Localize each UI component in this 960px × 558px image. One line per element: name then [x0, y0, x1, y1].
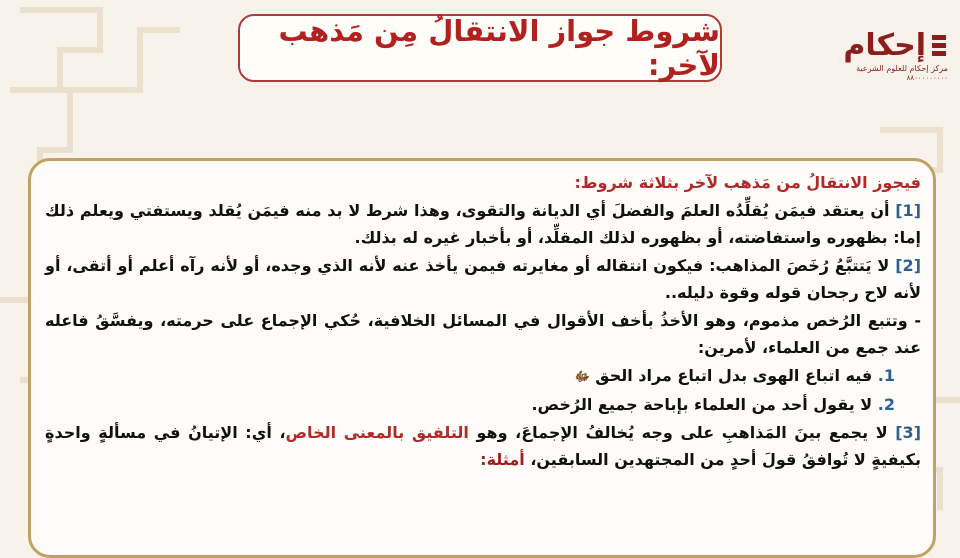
condition-3-text-b: ، أي: الإتيانُ في مسألةٍ واحدةٍ بكيفيةٍ لا تُوافقُ قولَ أحدٍ من المجتهدين السابقين، [45, 422, 921, 469]
reason-2-text: لا يقول أحد من العلماء بإباحة جميع الرُخص. [531, 395, 873, 414]
condition-3-number: [3] [895, 422, 921, 442]
reason-2-number: 2. [877, 395, 895, 414]
content-panel [28, 158, 936, 558]
logo-emblem-icon [930, 33, 948, 59]
examples-label: أمثلة: [480, 450, 525, 469]
condition-1 [45, 197, 921, 252]
intro-heading: فيجوز الانتقالُ من مَذهب لآخر بثلاثة شروط: [574, 173, 921, 192]
condition-2 [45, 252, 921, 307]
logo-name: إحكام [843, 28, 926, 63]
logo-phone: ٨٨٠٠٠٠٠٠٠٠٠ [906, 74, 948, 82]
slide-title-box [238, 14, 722, 82]
honorific-symbol: ﷻ [575, 369, 590, 385]
brand-logo [828, 30, 948, 94]
reason-1-text: فيه اتباع الهوى بدل اتباع مراد الحق [595, 365, 873, 385]
reason-2 [45, 391, 921, 419]
reason-1 [45, 362, 921, 392]
condition-3-text-a: لا يجمع بينَ المَذاهبِ على وجه يُخالفُ الإجماعَ، وهو [476, 422, 888, 442]
condition-2-number: [2] [895, 255, 921, 275]
condition-1-text: أن يعتقد فيمَن يُقلِّدُه العلمَ والفضلَ أي الديانة والتقوى، وهذا شرط لا بد منه فيمَن يُقلد ويستفتي ويعلم ذلك إما: بظهوره واستفاضته، أو بظهوره لذلك المقلِّد، أو بأخبار غيره له بذلك. [45, 200, 921, 247]
condition-1-number: [1] [895, 200, 921, 220]
rukhas-note: - وتتبع الرُخص مذموم، وهو الأخذُ بأخف الأقوال في المسائل الخلافية، حُكي الإجماع على حرمته، ويفسَّقُ فاعله عند جمع من العلماء، لأمرين: [45, 310, 921, 357]
slide-title: شروط جواز الانتقالُ مِن مَذهب لآخر: [278, 14, 720, 82]
logo-subtitle: مركز إحكام للعلوم الشرعية [856, 64, 948, 73]
reason-1-number: 1. [877, 365, 895, 385]
talfiq-highlight: التلفيق بالمعنى الخاص [285, 422, 469, 442]
condition-2-text: لا يَتتبَّعُ رُخَصَ المذاهب: فيكون انتقاله أو مغايرته فيمن يأخذ عنه لأنه الذي وجده، أو لأنه رآه أعلم أو أتقى، أو لأنه لاح رجحان قوله وقوة دليله.. [45, 255, 921, 302]
condition-3 [45, 419, 921, 474]
